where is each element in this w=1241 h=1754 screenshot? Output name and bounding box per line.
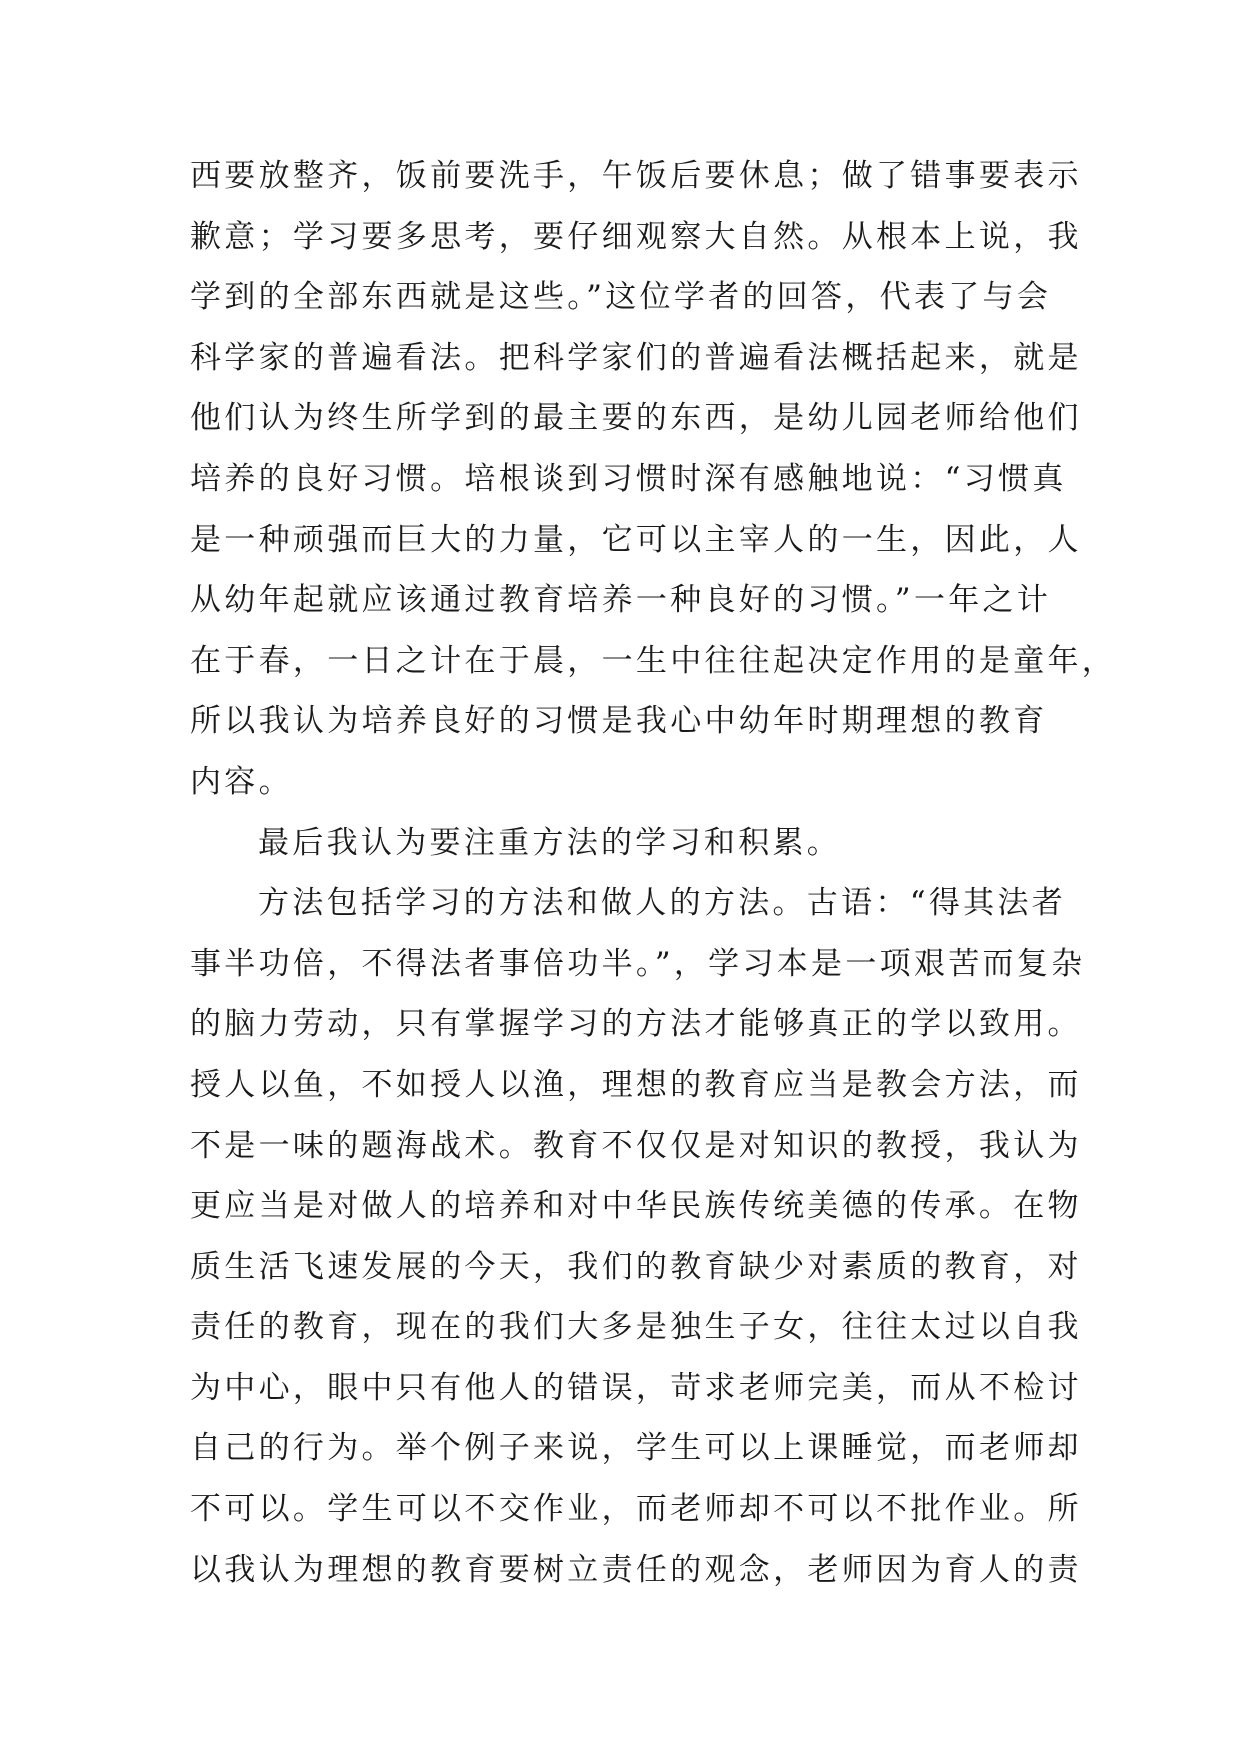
- text-line: 更应当是对做人的培养和对中华民族传统美德的传承。在物: [190, 1188, 1082, 1225]
- text-line: 的脑力劳动，只有掌握学习的方法才能够真正的学以致用。: [190, 1006, 1082, 1043]
- text-line: 事半功倍，不得法者事倍功半。”，学习本是一项艰苦而复杂: [190, 945, 1086, 982]
- text-line: 不是一味的题海战术。教育不仅仅是对知识的教授，我认为: [190, 1127, 1082, 1164]
- text-line: 为中心，眼中只有他人的错误，苛求老师完美，而从不检讨: [190, 1369, 1082, 1406]
- paragraph-start-line: 方法包括学习的方法和做人的方法。古语：“得其法者: [258, 885, 1067, 922]
- text-line: 从幼年起就应该通过教育培养一种良好的习惯。”一年之计: [190, 582, 1052, 619]
- text-line: 不可以。学生可以不交作业，而老师却不可以不批作业。所: [190, 1491, 1082, 1528]
- text-line: 培养的良好习惯。培根谈到习惯时深有感触地说：“习惯真: [190, 460, 1067, 497]
- text-line: 以我认为理想的教育要树立责任的观念，老师因为育人的责: [190, 1551, 1082, 1588]
- paragraph-start-line: 最后我认为要注重方法的学习和积累。: [258, 824, 842, 861]
- text-line: 学到的全部东西就是这些。”这位学者的回答，代表了与会: [190, 279, 1052, 316]
- text-line: 在于春，一日之计在于晨，一生中往往起决定作用的是童年，: [190, 642, 1117, 679]
- text-line: 歉意；学习要多思考，要仔细观察大自然。从根本上说，我: [190, 218, 1082, 255]
- text-line: 是一种顽强而巨大的力量，它可以主宰人的一生，因此，人: [190, 521, 1082, 558]
- text-line: 责任的教育，现在的我们大多是独生子女，往往太过以自我: [190, 1309, 1082, 1346]
- text-line: 西要放整齐，饭前要洗手，午饭后要休息；做了错事要表示: [190, 158, 1082, 194]
- text-line: 所以我认为培养良好的习惯是我心中幼年时期理想的教育: [190, 703, 1048, 740]
- text-line: 自己的行为。举个例子来说，学生可以上课睡觉，而老师却: [190, 1430, 1082, 1467]
- text-line: 他们认为终生所学到的最主要的东西，是幼儿园老师给他们: [190, 400, 1082, 437]
- text-line: 质生活飞速发展的今天，我们的教育缺少对素质的教育，对: [190, 1248, 1082, 1285]
- text-line: 内容。: [190, 763, 293, 800]
- text-line: 授人以鱼，不如授人以渔，理想的教育应当是教会方法，而: [190, 1066, 1082, 1103]
- text-line: 科学家的普遍看法。把科学家们的普遍看法概括起来，就是: [190, 339, 1082, 376]
- body-text: [190, 146, 1117, 1600]
